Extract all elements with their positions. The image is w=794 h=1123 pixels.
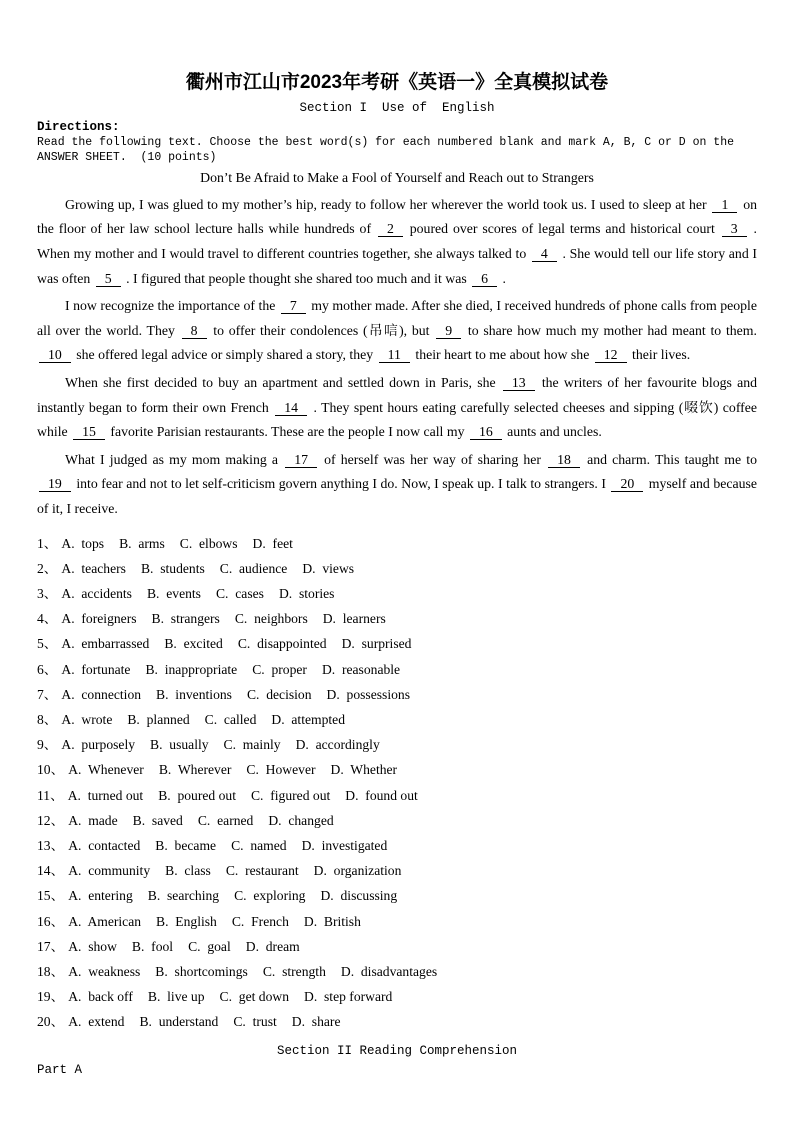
question-option-B: B. Wherever — [158, 762, 232, 778]
question-option-A: A. made — [68, 812, 118, 828]
question-option-A: A. purposely — [61, 737, 136, 753]
passage-paragraph: I now recognize the importance of the 7 my mother made. After she died, I received hundreds of phone calls from people all over the world. They 8 to offer their condolences (吊唁), but 9 to share how much my mother had meant to them. 10 she offered legal advice or simply shared a story, they 11 their heart to me about how she 12 their lives. — [37, 298, 757, 363]
question-option-A: A. contacted — [68, 837, 141, 853]
question-option-D: D. attempted — [271, 711, 345, 727]
question-list — [37, 531, 757, 1035]
question-option-A: A. Whenever — [68, 762, 144, 778]
question-row — [37, 783, 757, 808]
question-number: 3、 — [37, 585, 58, 601]
question-option-A: A. tops — [61, 535, 105, 551]
question-row — [37, 934, 757, 959]
question-row — [37, 984, 757, 1009]
cloze-blank-18: 18 — [548, 452, 580, 468]
cloze-blank-16: 16 — [470, 424, 502, 440]
question-option-B: B. live up — [147, 989, 205, 1005]
question-option-A: A. back off — [68, 989, 133, 1005]
question-option-C: C. cases — [215, 585, 264, 601]
cloze-blank-9: 9 — [436, 323, 461, 339]
cloze-blank-10: 10 — [39, 347, 71, 363]
question-option-B: B. saved — [132, 812, 183, 828]
question-option-D: D. British — [303, 913, 361, 929]
directions-label: Directions: — [37, 120, 120, 134]
question-option-D: D. accordingly — [295, 737, 380, 753]
question-option-D: D. feet — [252, 535, 293, 551]
question-row — [37, 631, 757, 656]
question-number: 2、 — [37, 560, 58, 576]
question-option-A: A. turned out — [67, 787, 144, 803]
question-option-B: B. searching — [147, 888, 220, 904]
question-number: 9、 — [37, 737, 58, 753]
question-option-C: C. French — [231, 913, 289, 929]
question-option-D: D. views — [302, 560, 355, 576]
cloze-blank-2: 2 — [378, 221, 403, 237]
question-option-C: C. trust — [233, 1014, 277, 1030]
question-option-C: C. goal — [188, 938, 231, 954]
passage-paragraph: What I judged as my mom making a 17 of herself was her way of sharing her 18 and charm. This taught me to 19 into fear and not to let self-criticism govern anything I do. Now, I speak up. I talk to strangers. I 20 myself and because of it, I receive. — [37, 451, 758, 516]
question-option-C: C. elbows — [179, 535, 238, 551]
question-option-A: A. connection — [61, 686, 142, 702]
question-option-D: D. step forward — [304, 989, 393, 1005]
cloze-blank-20: 20 — [611, 476, 643, 492]
question-option-A: A. show — [68, 938, 117, 954]
question-option-C: C. decision — [246, 686, 312, 702]
cloze-blank-15: 15 — [73, 424, 105, 440]
question-option-A: A. weakness — [68, 963, 141, 979]
question-option-B: B. excited — [164, 636, 223, 652]
question-number: 10、 — [37, 762, 65, 778]
question-option-C: C. strength — [262, 963, 326, 979]
question-row — [37, 531, 757, 556]
cloze-blank-8: 8 — [182, 323, 207, 339]
question-option-C: C. mainly — [223, 737, 281, 753]
question-option-B: B. planned — [127, 711, 190, 727]
question-option-D: D. possessions — [326, 686, 410, 702]
question-number: 19、 — [37, 989, 65, 1005]
question-number: 5、 — [37, 636, 58, 652]
question-number: 20、 — [37, 1014, 65, 1030]
question-option-C: C. called — [204, 711, 257, 727]
question-option-B: B. class — [165, 863, 211, 879]
question-option-A: A. American — [68, 913, 142, 929]
question-option-D: D. Whether — [330, 762, 398, 778]
question-row — [37, 757, 757, 782]
section2-heading: Section II Reading Comprehension — [276, 1043, 518, 1058]
question-row — [37, 808, 757, 833]
question-number: 12、 — [37, 812, 65, 828]
question-row — [37, 833, 757, 858]
cloze-blank-5: 5 — [96, 271, 121, 287]
question-row — [37, 909, 757, 934]
question-option-B: B. inappropriate — [145, 661, 238, 677]
question-option-B: B. understand — [139, 1014, 219, 1030]
section1-heading: Section I Use of English — [299, 101, 495, 115]
question-number: 1、 — [37, 535, 58, 551]
question-option-D: D. stories — [278, 585, 335, 601]
exam-title: 衢州市江山市2023年考研《英语一》全真模拟试卷 — [185, 72, 609, 93]
question-row — [37, 959, 757, 984]
passage-title: Don’t Be Afraid to Make a Fool of Yourself and Reach out to Strangers — [200, 169, 594, 185]
question-option-D: D. changed — [268, 812, 334, 828]
question-row — [37, 858, 757, 883]
question-option-B: B. usually — [150, 737, 209, 753]
question-option-D: D. disadvantages — [340, 963, 438, 979]
question-row — [37, 556, 757, 581]
question-option-C: C. disappointed — [237, 636, 327, 652]
question-row — [37, 606, 757, 631]
question-option-B: B. shortcomings — [155, 963, 248, 979]
question-option-D: D. organization — [313, 863, 402, 879]
question-row — [37, 1009, 757, 1034]
cloze-blank-19: 19 — [39, 476, 71, 492]
question-option-B: B. strangers — [151, 611, 220, 627]
question-option-C: C. exploring — [234, 888, 306, 904]
question-option-A: A. teachers — [61, 560, 126, 576]
question-number: 8、 — [37, 711, 58, 727]
question-row — [37, 682, 757, 707]
question-option-B: B. English — [156, 913, 217, 929]
question-option-C: C. neighbors — [234, 611, 308, 627]
question-number: 7、 — [37, 686, 58, 702]
cloze-blank-14: 14 — [275, 400, 307, 416]
question-option-A: A. accidents — [61, 585, 132, 601]
directions-text: Read the following text. Choose the best word(s) for each numbered blank and mark A, B, C or D on the ANSWER SHEET. (10 points) — [37, 136, 741, 165]
part-a-label: Part A — [37, 1062, 83, 1077]
question-option-D: D. investigated — [301, 837, 388, 853]
question-number: 16、 — [37, 913, 65, 929]
question-number: 4、 — [37, 611, 58, 627]
question-number: 14、 — [37, 863, 65, 879]
cloze-blank-4: 4 — [532, 246, 557, 262]
question-option-C: C. get down — [219, 989, 289, 1005]
question-option-A: A. entering — [68, 888, 133, 904]
question-option-A: A. wrote — [61, 711, 113, 727]
question-option-D: D. dream — [245, 938, 300, 954]
cloze-blank-13: 13 — [503, 375, 535, 391]
question-option-D: D. reasonable — [321, 661, 401, 677]
question-option-D: D. found out — [345, 787, 418, 803]
cloze-blank-6: 6 — [472, 271, 497, 287]
passage-paragraph: When she first decided to buy an apartment and settled down in Paris, she 13 the writers of her favourite blogs and instantly began to form their own French 14 . They spent hours eating carefully selected cheeses and sipping (啜饮) coffee while 15 favorite Parisian restaurants. These are the people I now call my 16 aunts and uncles. — [37, 374, 758, 440]
question-row — [37, 883, 757, 908]
question-row — [37, 581, 757, 606]
question-option-A: A. embarrassed — [61, 636, 150, 652]
question-option-C: C. restaurant — [225, 863, 299, 879]
question-option-C: C. figured out — [250, 787, 331, 803]
question-option-A: A. fortunate — [61, 661, 131, 677]
question-option-C: C. audience — [219, 560, 288, 576]
question-option-B: B. poured out — [158, 787, 236, 803]
question-option-D: D. surprised — [341, 636, 412, 652]
cloze-blank-12: 12 — [595, 347, 627, 363]
question-option-B: B. events — [146, 585, 201, 601]
question-option-A: A. extend — [68, 1014, 125, 1030]
cloze-blank-7: 7 — [281, 298, 306, 314]
cloze-blank-17: 17 — [285, 452, 317, 468]
cloze-blank-11: 11 — [379, 347, 410, 363]
cloze-blank-1: 1 — [712, 197, 737, 213]
question-number: 18、 — [37, 963, 65, 979]
question-option-D: D. share — [291, 1014, 341, 1030]
question-number: 6、 — [37, 661, 58, 677]
question-option-B: B. became — [155, 837, 217, 853]
question-option-D: D. learners — [322, 611, 386, 627]
passage-paragraph: Growing up, I was glued to my mother’s hip, ready to follow her wherever the world took us. I used to sleep at her 1 on the floor of her law school lecture halls while hundreds of 2 poured over scores of legal terms and historical court 3 . When my mother and I would travel to different countries together, she always talked to 4 . She would tell our life story and I was often 5 . I figured that people thought she shared too much and it was 6 . — [37, 196, 758, 286]
question-number: 13、 — [37, 837, 65, 853]
question-option-C: C. proper — [252, 661, 307, 677]
question-number: 17、 — [37, 938, 65, 954]
question-option-B: B. students — [140, 560, 205, 576]
question-option-C: C. earned — [197, 812, 254, 828]
question-row — [37, 707, 757, 732]
question-number: 15、 — [37, 888, 65, 904]
question-option-D: D. discussing — [320, 888, 398, 904]
question-option-A: A. community — [68, 863, 151, 879]
cloze-blank-3: 3 — [722, 221, 747, 237]
question-row — [37, 732, 757, 757]
question-number: 11、 — [37, 787, 64, 803]
question-option-B: B. arms — [119, 535, 165, 551]
question-option-B: B. fool — [131, 938, 174, 954]
question-option-A: A. foreigners — [61, 611, 137, 627]
question-row — [37, 657, 757, 682]
passage-body — [37, 193, 757, 522]
question-option-B: B. inventions — [156, 686, 232, 702]
question-option-C: C. However — [246, 762, 316, 778]
question-option-C: C. named — [231, 837, 287, 853]
